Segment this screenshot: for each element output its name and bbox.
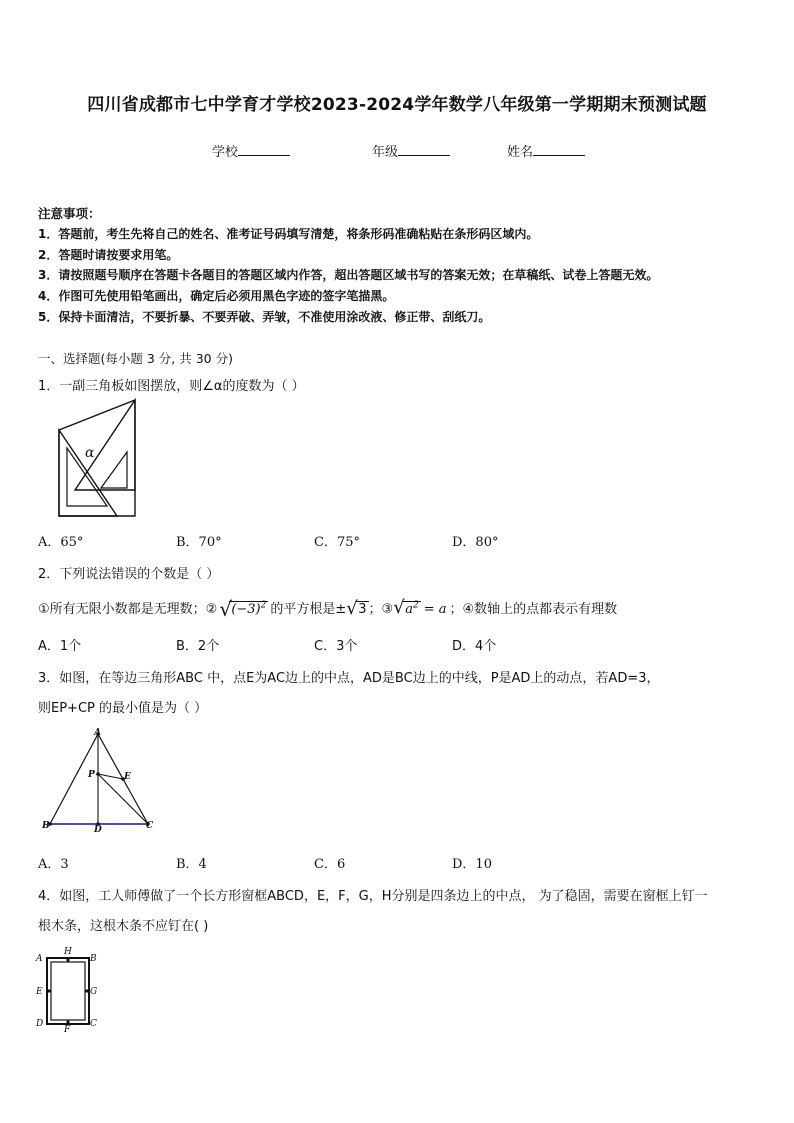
label-a: A [94,728,101,738]
label-a: A [36,954,43,964]
label-d: D [94,825,102,835]
q1-option-c: C．75° [314,535,360,550]
grade-blank [398,143,450,156]
set-square-30-60-inner [101,452,127,488]
q2-option-d: D．4个 [452,639,497,654]
label-d: D [36,1019,44,1029]
q2-part-2: 的平方根是± [270,602,347,617]
note-item: 2．答题时请按要求用笔。 [38,248,179,262]
sqrt-a2: √ $a^2$ [393,596,419,618]
school-field [212,141,290,160]
label-e: E [36,987,43,997]
q1-option-d: D．80° [452,535,499,550]
name-blank [533,143,585,156]
q2-part-1: ①所有无限小数都是无理数；② [38,602,218,617]
question-4-stem-line2: 根木条，这根木条不应钉在( ) [38,919,209,934]
point-e [47,989,50,992]
q3-option-d: D．10 [452,857,492,872]
point-g [85,989,88,992]
q3-option-b: B．4 [176,857,207,872]
label-h: H [64,947,72,957]
inner-frame [51,962,85,1020]
section-heading: 一、选择题(每小题 3 分, 共 30 分) [38,351,233,366]
question-2-statements [38,596,618,621]
set-square-30-60 [75,400,135,490]
sqrt-3: √ 3 [346,598,367,619]
label-e: E [124,772,131,782]
question-4-stem-line1: 4．如图，工人师傅做了一个长方形窗框ABCD，E，F，G，H分别是四条边上的中点， 为了稳固，需要在窗框上钉一 [38,889,708,904]
note-item: 4．作图可先使用铅笔画出，确定后必须用黑色字迹的签字笔描黑。 [38,289,395,303]
q2-option-a: A．1个 [38,639,82,654]
segment-pc [98,774,148,824]
question-3-stem-line1: 3．如图，在等边三角形ABC 中，点E为AC边上的中点，AD是BC边上的中线，P是AD上的动点，若AD=3， [38,671,660,686]
q1-option-b: B．70° [176,535,222,550]
label-p: P [88,770,95,780]
page-title: 四川省成都市七中学育才学校2023-2024学年数学八年级第一学期期末预测试题 [87,95,707,115]
expr2-base: (−3) [231,602,261,617]
q1-set-squares-figure [55,400,145,518]
label-c: C [146,821,154,831]
question-2-stem: 2．下列说法错误的个数是（ ） [38,567,220,582]
point-f [66,1020,69,1023]
expr3-rhs: = a [423,602,447,617]
q3-option-a: A．3 [38,857,69,872]
outer-frame [47,958,89,1024]
sqrt-expr-2: √ $(-3)^2$ [219,596,267,621]
triangle-abc [50,734,148,824]
alpha-label: α [85,445,95,461]
point-h [66,958,69,961]
q4-window-frame-figure [46,957,90,1027]
q2-part-4: ；④数轴上的点都表示有理数 [449,602,618,617]
note-item: 1．答题前，考生先将自己的姓名、准考证号码填写清楚，将条形码准确粘贴在条形码区域内。 [38,227,539,241]
note-item: 3．请按照题号顺序在答题卡各题目的答题区域内作答，超出答题区域书写的答案无效；在草稿纸、试卷上答题无效。 [38,268,659,282]
q3-option-c: C．6 [314,857,346,872]
a-exp: 2 [412,600,419,611]
notes-heading: 注意事项： [38,206,101,221]
label-g: G [90,987,98,997]
q2-option-b: B．2个 [176,639,220,654]
label-c: C [90,1019,97,1029]
name-field [507,141,585,160]
q2-part-3: ；③ [368,602,394,617]
point-p [96,772,100,776]
expr2-exp: 2 [260,600,267,611]
label-b: B [90,954,97,964]
school-label: 学校 [212,145,239,160]
question-1-stem: 1．一副三角板如图摆放，则∠α的度数为（ ） [38,379,305,394]
question-3-stem-line2: 则EP+CP 的最小值是为（ ） [38,701,208,716]
grade-field [372,141,450,160]
a-base: a [405,602,413,617]
set-square-45 [59,430,117,516]
school-blank [238,143,290,156]
note-item: 5．保持卡面清洁，不要折暴、不要弄破、弄皱，不准使用涂改液、修正带、刮纸刀。 [38,310,491,324]
label-f: F [64,1025,71,1035]
name-label: 姓名 [507,145,534,160]
label-b: B [42,821,50,831]
q2-option-c: C．3个 [314,639,358,654]
grade-label: 年级 [372,145,399,160]
q1-option-a: A．65° [38,535,84,550]
q3-equilateral-triangle-figure [40,728,160,838]
sqrt3-radicand: 3 [358,602,367,617]
